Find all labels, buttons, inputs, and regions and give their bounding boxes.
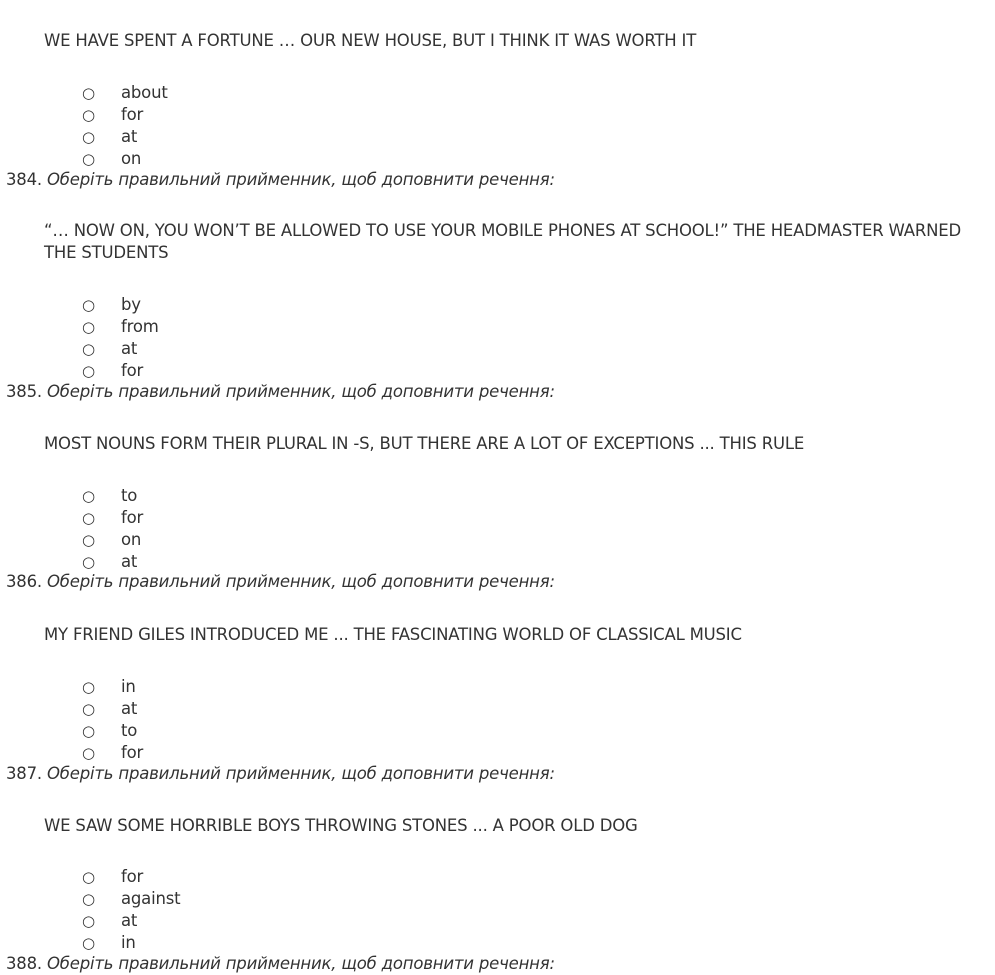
option-label: at <box>121 339 138 358</box>
option-label: at <box>121 911 138 930</box>
radio-icon: ○ <box>82 84 95 102</box>
radio-icon: ○ <box>82 296 95 314</box>
question-sentence: MOST NOUNS FORM THEIR PLURAL IN -S, BUT THERE ARE A LOT OF EXCEPTIONS ... THIS RULE <box>44 434 805 453</box>
question-sentence: WE HAVE SPENT A FORTUNE … OUR NEW HOUSE, BUT I THINK IT WAS WORTH IT <box>44 31 697 50</box>
radio-icon: ○ <box>82 531 95 549</box>
question-sentence: “… NOW ON, YOU WON’T BE ALLOWED TO USE YOUR MOBILE PHONES AT SCHOOL!” THE HEADMASTER WARNED THE STUDENTS <box>44 221 961 262</box>
option-at[interactable] <box>82 126 168 148</box>
radio-icon: ○ <box>82 934 95 952</box>
option-label: in <box>121 933 136 952</box>
option-label: at <box>121 127 138 146</box>
option-label: in <box>121 677 136 696</box>
options-list <box>82 294 159 382</box>
question-prompt: Оберіть правильний прийменник, щоб доповнити речення: <box>47 170 555 189</box>
radio-icon: ○ <box>82 106 95 124</box>
radio-icon: ○ <box>82 700 95 718</box>
radio-icon: ○ <box>82 487 95 505</box>
option-label: for <box>121 361 144 380</box>
option-label: for <box>121 743 144 762</box>
option-at[interactable] <box>82 338 159 360</box>
question-number: 387. <box>6 764 42 783</box>
option-to[interactable] <box>82 485 143 507</box>
option-label: for <box>121 105 144 124</box>
radio-icon: ○ <box>82 722 95 740</box>
radio-icon: ○ <box>82 509 95 527</box>
option-by[interactable] <box>82 294 159 316</box>
radio-icon: ○ <box>82 553 95 571</box>
option-at[interactable] <box>82 698 143 720</box>
options-list <box>82 676 143 764</box>
radio-icon: ○ <box>82 362 95 380</box>
option-at[interactable] <box>82 910 180 932</box>
option-label: by <box>121 295 141 314</box>
radio-icon: ○ <box>82 868 95 886</box>
option-against[interactable] <box>82 888 180 910</box>
option-on[interactable] <box>82 148 168 170</box>
option-label: at <box>121 699 138 718</box>
option-label: about <box>121 83 168 102</box>
question-sentence: MY FRIEND GILES INTRODUCED ME ... THE FASCINATING WORLD OF CLASSICAL MUSIC <box>44 625 742 644</box>
options-list <box>82 82 168 170</box>
option-for[interactable] <box>82 104 168 126</box>
question-heading <box>6 169 555 191</box>
option-label: for <box>121 867 144 886</box>
option-on[interactable] <box>82 529 143 551</box>
radio-icon: ○ <box>82 912 95 930</box>
option-label: on <box>121 149 142 168</box>
radio-icon: ○ <box>82 340 95 358</box>
question-number: 386. <box>6 572 42 591</box>
question-heading <box>6 953 555 975</box>
question-heading <box>6 571 555 593</box>
question-number: 385. <box>6 382 42 401</box>
option-in[interactable] <box>82 676 143 698</box>
radio-icon: ○ <box>82 150 95 168</box>
option-label: at <box>121 552 138 571</box>
option-for[interactable] <box>82 742 143 764</box>
question-heading <box>6 381 555 403</box>
option-at[interactable] <box>82 551 143 573</box>
question-prompt: Оберіть правильний прийменник, щоб доповнити речення: <box>47 764 555 783</box>
option-label: for <box>121 508 144 527</box>
option-label: from <box>121 317 159 336</box>
radio-icon: ○ <box>82 678 95 696</box>
options-list <box>82 866 180 954</box>
option-about[interactable] <box>82 82 168 104</box>
question-prompt: Оберіть правильний прийменник, щоб доповнити речення: <box>47 382 555 401</box>
option-label: to <box>121 486 138 505</box>
radio-icon: ○ <box>82 128 95 146</box>
question-heading <box>6 763 555 785</box>
option-from[interactable] <box>82 316 159 338</box>
question-number: 384. <box>6 170 42 189</box>
option-for[interactable] <box>82 507 143 529</box>
question-prompt: Оберіть правильний прийменник, щоб доповнити речення: <box>47 572 555 591</box>
question-sentence: WE SAW SOME HORRIBLE BOYS THROWING STONES ... A POOR OLD DOG <box>44 816 638 835</box>
question-prompt: Оберіть правильний прийменник, щоб доповнити речення: <box>47 954 555 973</box>
option-for[interactable] <box>82 360 159 382</box>
option-label: on <box>121 530 142 549</box>
radio-icon: ○ <box>82 744 95 762</box>
question-number: 388. <box>6 954 42 973</box>
option-in[interactable] <box>82 932 180 954</box>
option-for[interactable] <box>82 866 180 888</box>
options-list <box>82 485 143 573</box>
option-label: to <box>121 721 138 740</box>
radio-icon: ○ <box>82 890 95 908</box>
option-to[interactable] <box>82 720 143 742</box>
radio-icon: ○ <box>82 318 95 336</box>
option-label: against <box>121 889 181 908</box>
